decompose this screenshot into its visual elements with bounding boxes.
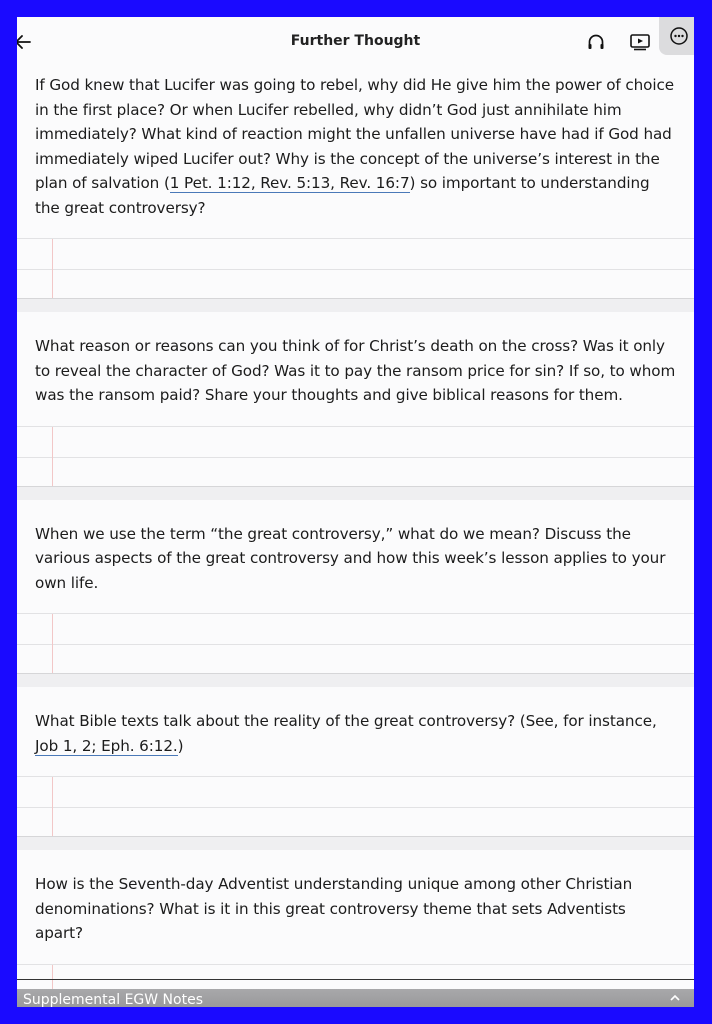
- top-bar: [17, 17, 694, 69]
- question-card: [17, 687, 694, 836]
- headphones-icon: [586, 32, 606, 52]
- question-text: What Bible texts talk about the reality of the great controversy? (See, for instance, Job 1, 2; Eph. 6:12.): [35, 712, 657, 755]
- page-title: Further Thought: [290, 33, 421, 49]
- notes-area[interactable]: [17, 613, 694, 673]
- question-card: [17, 850, 694, 1007]
- drawer-label: Supplemental EGW Notes: [23, 992, 203, 1007]
- notes-area[interactable]: [17, 238, 694, 298]
- section-divider: [17, 979, 694, 980]
- notes-area[interactable]: [17, 426, 694, 486]
- question-text: If God knew that Lucifer was going to rebel, why did He give him the power of choice in the first place? Or when Lucifer rebelled, why didn’t God just annihilate him immediately? What kind of reaction might the unfallen universe have had if God had immediately wiped Lucifer out? Why is the concept of the universe’s interest in the plan of salvation (1 Pet. 1:12, Rev. 5:13, Rev. 16:7) so important to understanding the great controversy?: [35, 76, 674, 217]
- question-list: [17, 69, 694, 1007]
- question-card: [17, 500, 694, 674]
- video-play-icon: [629, 32, 651, 52]
- question-card: [17, 69, 694, 298]
- question-text: When we use the term “the great controversy,” what do we mean? Discuss the various aspects of the great controversy and how this week’s lesson applies to your own life.: [35, 524, 666, 592]
- chevron-up-icon: [668, 991, 682, 1005]
- question-text: What reason or reasons can you think of for Christ’s death on the cross? Was it only to reveal the character of God? Was it to pay the ransom price for sin? If so, to whom was the ransom paid? Share your thoughts and give biblical reasons for them.: [35, 337, 676, 404]
- audio-button[interactable]: [585, 31, 607, 53]
- scripture-link[interactable]: Job 1, 2; Eph. 6:12.: [35, 736, 178, 755]
- more-options-icon: [669, 26, 689, 46]
- more-options-button[interactable]: [659, 17, 694, 55]
- notes-area[interactable]: [17, 776, 694, 836]
- app-frame: [17, 17, 694, 1007]
- question-card: [17, 312, 694, 486]
- video-button[interactable]: [629, 31, 651, 53]
- question-text: How is the Seventh-day Adventist understanding unique among other Christian denominations? What is it in this great controversy theme that sets Adventists apart?: [35, 875, 633, 942]
- scripture-link[interactable]: 1 Pet. 1:12, Rev. 5:13, Rev. 16:7: [169, 174, 410, 192]
- supplemental-notes-drawer[interactable]: [17, 989, 694, 1007]
